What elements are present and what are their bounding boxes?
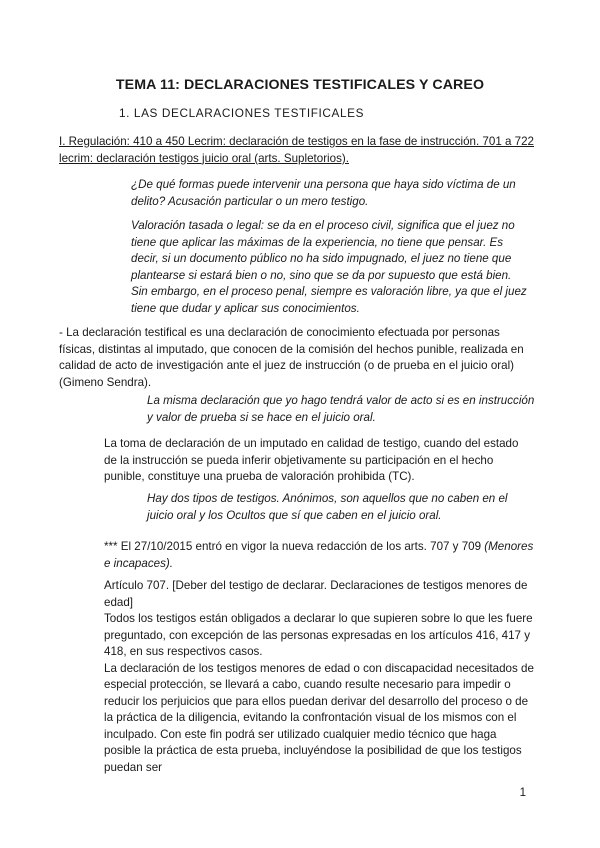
article-heading: Artículo 707. [Deber del testigo de declarar. Declaraciones de testigos menores de edad]	[104, 579, 528, 609]
article-paragraph-1: Todos los testigos están obligados a declarar lo que supieren sobre lo que les fuere preguntado, con excepción de las personas expresadas en los artículos 416, 417 y 418, en sus respectivos casos.	[104, 612, 533, 658]
page-number: 1	[519, 787, 526, 799]
valuation-note: Valoración tasada o legal: se da en el proceso civil, significa que el juez no tiene que aplicar las máximas de la experiencia, no tiene que pensar. Es decir, si un documento público no ha sido impugnado, el juez no tiene que plantearse si estará bien o no, sino que se da por supuesto que está bien. Sin embargo, en el proceso penal, siempre es valoración libre, ya que el juez tiene que dudar y aplicar sus conocimientos.	[131, 219, 527, 315]
article-707	[104, 578, 534, 776]
reform-note-italic: (Menores e incapaces).	[104, 540, 534, 570]
reform-note	[104, 539, 534, 572]
section-heading: 1. LAS DECLARACIONES TESTIFICALES	[119, 106, 365, 120]
witness-types-note: Hay dos tipos de testigos. Anónimos, son aquellos que no caben en el juicio oral y los Ocultos que sí que caben en el juicio oral.	[147, 492, 508, 522]
page-title: TEMA 11: DECLARACIONES TESTIFICALES Y CAREO	[115, 77, 485, 93]
reform-note-text: *** El 27/10/2015 entró en vigor la nueva redacción de los arts. 707 y 709	[104, 540, 485, 553]
regulation-paragraph: I. Regulación: 410 a 450 Lecrim: declaración de testigos en la fase de instrucción. 701 a 722 lecrim: declaración testigos juicio oral (arts. Supletorios).	[59, 135, 534, 165]
imputado-paragraph: La toma de declaración de un imputado en calidad de testigo, cuando del estado de la instrucción se pueda inferir objetivamente su participación en el hecho punible, constituye una prueba de valoración prohibida (TC).	[104, 437, 519, 483]
article-paragraph-2: La declaración de los testigos menores de edad o con discapacidad necesitados de especial protección, se llevará a cabo, cuando resulte necesario para impedir o reducir los perjuicios que para ellos puedan derivar del desarrollo del proceso o de la práctica de la diligencia, evitando la confrontación visual de los mismos con el inculpado. Con este fin podrá ser utilizado cualquier medio técnico que haga posible la práctica de esta prueba, incluyéndose la posibilidad de que los testigos puedan ser	[104, 661, 534, 774]
value-note: La misma declaración que yo hago tendrá valor de acto si es en instrucción y valor de prueba si se hace en el juicio oral.	[147, 394, 535, 424]
question-note: ¿De qué formas puede intervenir una persona que haya sido víctima de un delito? Acusación particular o un mero testigo.	[131, 178, 516, 208]
definition-paragraph: - La declaración testifical es una declaración de conocimiento efectuada por personas físicas, distintas al imputado, que conocen de la comisión del hechos punible, realizada en calidad de acto de investigación ante el juez de instrucción (o de prueba en el juicio oral) (Gimeno Sendra).	[59, 326, 524, 389]
